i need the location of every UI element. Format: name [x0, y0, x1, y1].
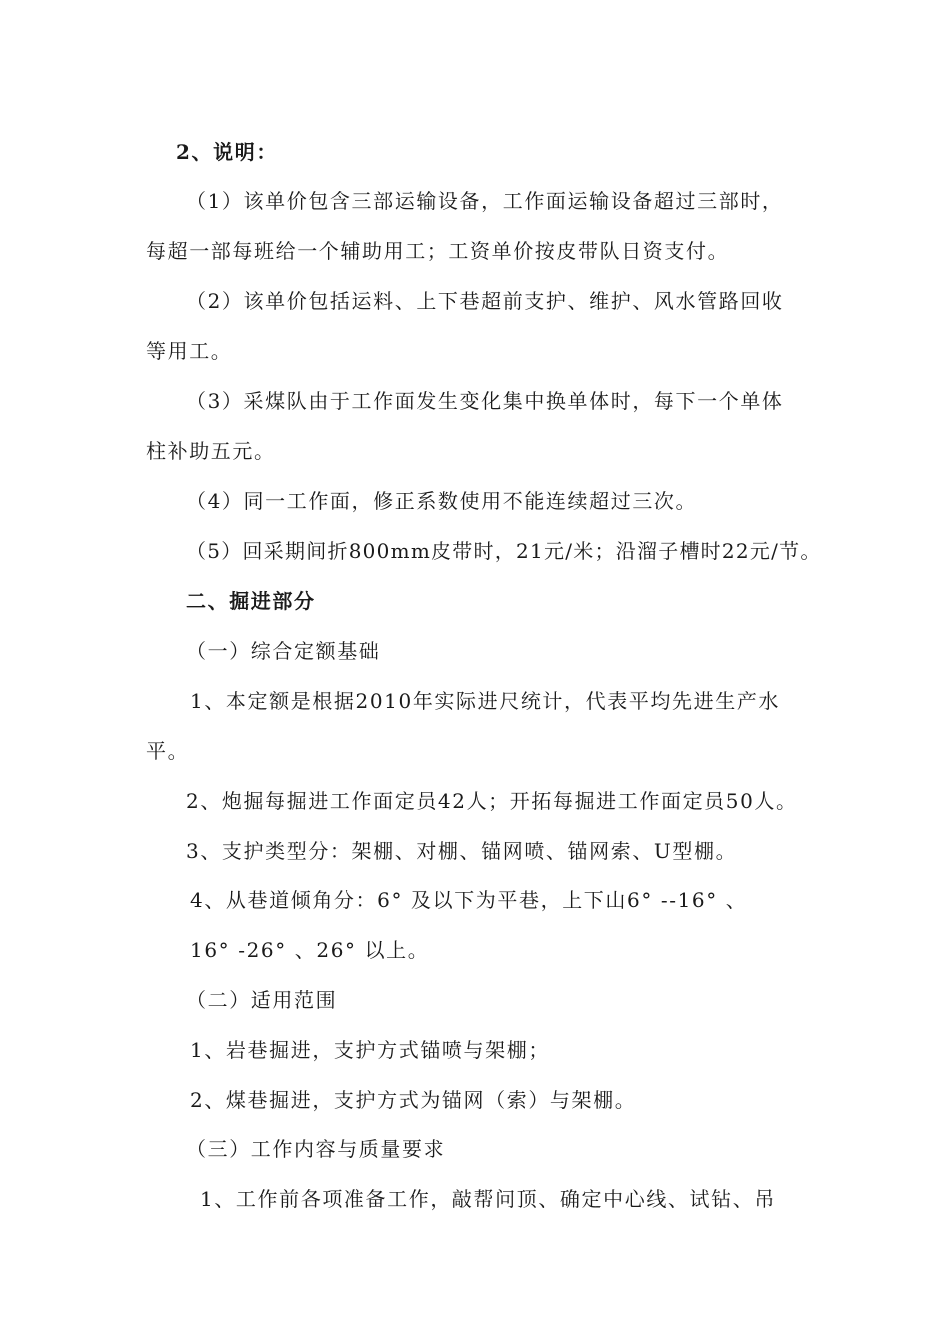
section-heading-excavation: 二、掘进部分 [186, 589, 316, 613]
paragraph-line: 1、本定额是根据2010年实际进尺统计，代表平均先进生产水 [190, 689, 781, 713]
paragraph-line: 2、炮掘每掘进工作面定员42人；开拓每掘进工作面定员50人。 [186, 789, 798, 813]
paragraph-line: 1、工作前各项准备工作，敲帮问顶、确定中心线、试钻、吊 [200, 1187, 776, 1211]
paragraph-line: （1）该单价包含三部运输设备，工作面运输设备超过三部时， [186, 189, 784, 213]
subsection-heading: （三）工作内容与质量要求 [186, 1137, 446, 1161]
paragraph-line: 平。 [146, 739, 190, 763]
paragraph-line: 柱补助五元。 [146, 439, 276, 463]
paragraph-line: （4）同一工作面，修正系数使用不能连续超过三次。 [186, 489, 698, 513]
paragraph-line: （3）采煤队由于工作面发生变化集中换单体时，每下一个单体 [186, 389, 784, 413]
paragraph-line: 每超一部每班给一个辅助用工；工资单价按皮带队日资支付。 [146, 239, 730, 263]
section-heading-explanation: 2、说明： [176, 140, 278, 164]
subsection-heading: （一）综合定额基础 [186, 639, 381, 663]
subsection-heading: （二）适用范围 [186, 988, 338, 1012]
paragraph-line: 2、煤巷掘进，支护方式为锚网（索）与架棚。 [190, 1088, 637, 1112]
paragraph-line: 1、岩巷掘进，支护方式锚喷与架棚； [190, 1038, 550, 1062]
paragraph-line: （2）该单价包括运料、上下巷超前支护、维护、风水管路回收 [186, 289, 784, 313]
paragraph-line: （5）回采期间折800mm皮带时，21元/米；沿溜子槽时22元/节。 [186, 539, 822, 563]
paragraph-line: 16° -26° 、26° 以上。 [190, 938, 430, 962]
paragraph-line: 等用工。 [146, 339, 233, 363]
paragraph-line: 4、从巷道倾角分：6° 及以下为平巷，上下山6° --16° 、 [190, 888, 748, 912]
paragraph-line: 3、支护类型分：架棚、对棚、锚网喷、锚网索、U型棚。 [186, 839, 738, 863]
